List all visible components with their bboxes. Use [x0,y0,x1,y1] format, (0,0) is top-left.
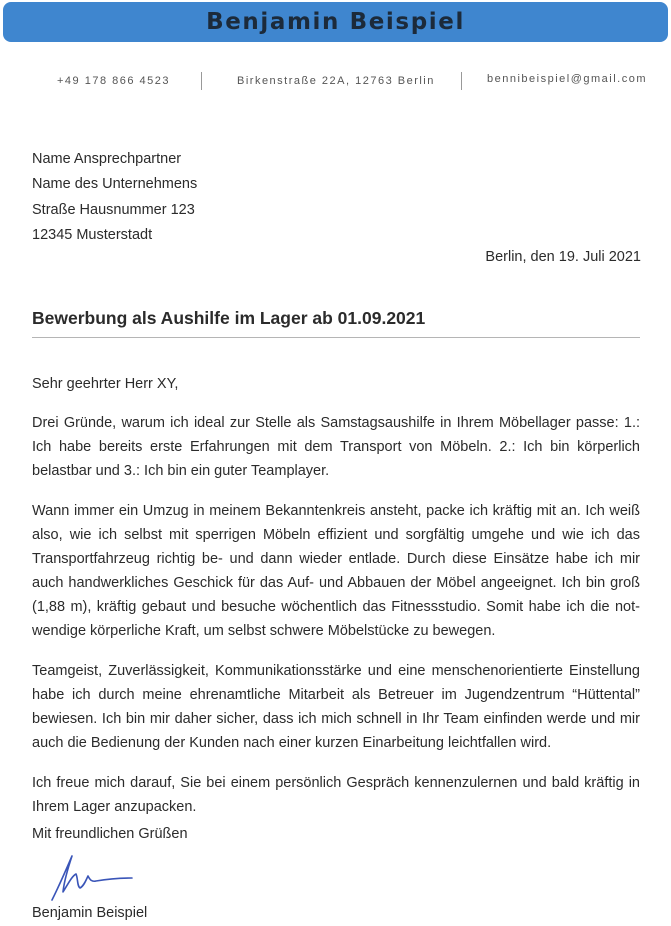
letter-date: Berlin, den 19. Juli 2021 [485,249,641,265]
subject-divider [32,337,640,338]
handwritten-signature [46,848,138,904]
contact-address: Birkenstraße 22A, 12763 Berlin [237,75,435,87]
letter-subject: Bewerbung als Aushilfe im Lager ab 01.09.2021 [32,308,426,328]
recipient-city: 12345 Musterstadt [32,226,153,243]
recipient-company: Name des Unternehmens [32,176,198,193]
letter-header [3,2,668,42]
signature-name: Benjamin Beispiel [32,905,148,921]
closing-phrase: Mit freundlichen Grüßen [32,826,188,842]
body-paragraph: Drei Gründe, warum ich ideal zur Stelle als Samstagsaushilfe in Ihrem Möbellager passe: 1.: Ich habe bereits erste Erfahrungen mit dem Transport von Möbeln. 2.: Ich bin körperlich belastbar und 3.: Ich bin ein guter Teamplayer. [32,415,640,479]
letter-body [32,372,640,835]
signature-stroke [52,856,132,900]
contact-divider [201,72,202,90]
body-paragraph: Teamgeist, Zuverlässigkeit, Kommunikationsstärke und eine menschenorientierte Einstellung habe ich durch meine ehrenamtliche Mitarbeit als Betreuer im Jugendzentrum “Hüttental” bewiesen. Ich bin mir daher sicher, dass ich mich schnell in Ihr Team einfinden werde und mir auch die Bedienung der Kunden nach einer kurzen Einarbeitung leichtfallen wird. [32,663,640,751]
recipient-address [32,147,197,248]
contact-divider [461,72,462,90]
body-paragraph: Wann immer ein Umzug in meinem Bekanntenkreis ansteht, packe ich kräftig mit an. Ich weiß also, wie ich selbst mit sperrigen Möbeln effizient und sorgfältig umgehe und wie ich das Transportfahrzeug richtig be- und dann wieder entlade. Durch diese Einsätze habe ich mir auch handwerkliches Geschick für das Auf- und Abbauen der Möbel angeeignet. Ich bin groß (1,88 m), kräftig gebaut und besuche wöchentlich das Fitnessstudio. Somit habe ich die notwendige körperliche Kraft, um selbst schwere Möbelstücke zu bewegen. [32,503,640,639]
recipient-contact-person: Name Ansprechpartner [32,151,182,167]
contact-email: bennibeispiel@gmail.com [487,73,648,85]
applicant-name: Benjamin Beispiel [206,9,465,35]
contact-phone: +49 178 866 4523 [57,75,171,87]
recipient-street: Straße Hausnummer 123 [32,201,195,218]
salutation: Sehr geehrter Herr XY, [32,376,179,392]
contact-bar [0,72,671,92]
body-paragraph: Ich freue mich darauf, Sie bei einem persönlich Gespräch kennenzulernen und bald kräftig in Ihrem Lager anzupacken. [32,775,640,815]
